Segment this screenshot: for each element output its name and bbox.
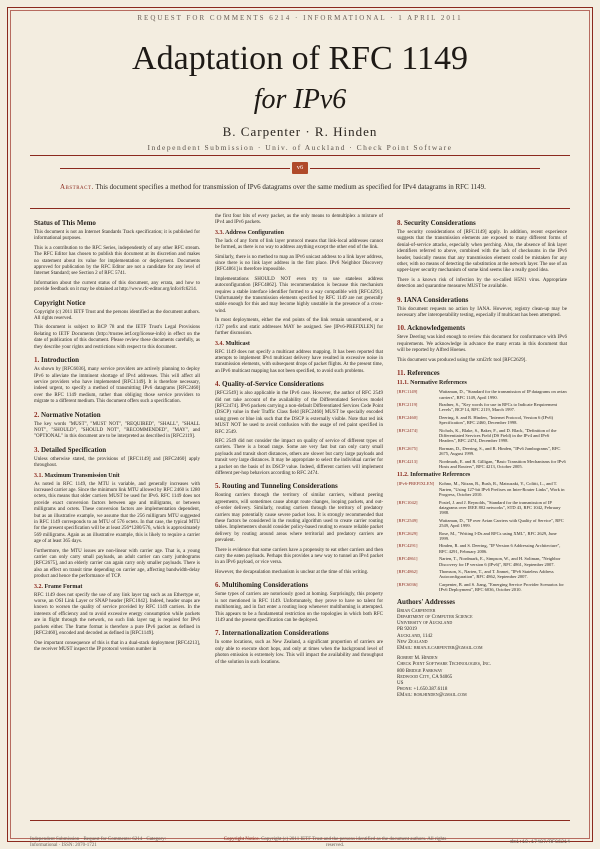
- section-number: 3.4.: [215, 340, 224, 347]
- address-line: Robert M. Hinden: [397, 656, 438, 662]
- email-link[interactable]: EMail: brian.e.carpenter@gmail.com: [397, 645, 483, 651]
- phone-line: Phone: +1.650.387.6118: [397, 687, 448, 693]
- section-title: Normative References: [410, 380, 467, 387]
- address-line: Redwood City, CA 94065: [397, 674, 453, 680]
- section-3-4-text: RFC 1149 does not specify a multicast address mapping. It has been reported that attempts to implement IPv4 multicast delivery have resulted in excessive noise in transmission elements, with subsequent drops of packet flights. At the present time, an IPv6 multicast mapping has not been specified, to avoid such problems.: [215, 349, 383, 374]
- copyright-p2: This document is subject to BCP 78 and the IETF Trust's Legal Provisions Relating to IETF Documents (http://trustee.ietf.org/license-info) in effect on the date of publication of this document. Please review these documents carefully, as they describe your rights and restrictions with respect to this document.: [34, 325, 200, 350]
- reference-key[interactable]: [RFC4213]: [397, 458, 418, 464]
- reference-key[interactable]: [RFC4291]: [397, 543, 418, 549]
- status-p3: Information about the current status of this document, any errata, and how to provide feedback on it may be obtained at http://www.rfc-editor.org/info/rfc6214.: [34, 280, 200, 293]
- section-10-p2: This document was produced using the xml2rfc tool [RFC2629].: [397, 357, 527, 363]
- section-number: 3.2.: [34, 583, 43, 590]
- reference-text: Hinden, R. and S. Deering, "IP Version 6 Addressing Architecture", RFC 4291, February 2006.: [439, 543, 561, 554]
- section-title: References: [407, 369, 440, 378]
- status-heading: Status of This Memo: [34, 219, 96, 227]
- reference-text: Thomson, S., Narten, T., and T. Jinmei, "IPv6 Stateless Address Autoconfiguration", RFC 4862, September 2007.: [439, 569, 554, 580]
- section-number: 7.: [215, 629, 221, 638]
- reference-item: [397, 402, 567, 413]
- badge-rule-left: [60, 168, 290, 169]
- section-number: 1.: [34, 356, 40, 365]
- reference-text: Bradner, S., "Key words for use in RFCs to Indicate Requirement Levels", BCP 14, RFC 2119, March 1997.: [439, 401, 558, 413]
- footer-left-line-1: Independent Submission · Request for Comments: 6214 · Category:: [30, 837, 167, 842]
- section-5-heading: [215, 482, 383, 490]
- reference-text: Kohno, M., Nitzan, B., Bush, R., Matsuzaki, Y., Colitti, L., and T. Narten, "Using 127-bit IPv6 Prefixes on Inter-Router Links", Work in Progress, October 2010.: [439, 481, 565, 498]
- reference-key[interactable]: [RFC1042]: [397, 499, 418, 505]
- reference-key[interactable]: [RFC1149]: [397, 389, 418, 395]
- address-hinden: [397, 656, 567, 699]
- section-title: Acknowledgements: [407, 324, 466, 333]
- reference-item: [397, 556, 567, 567]
- affiliations: Independent Submission · Univ. of Auckland · Check Point Software: [147, 143, 453, 152]
- section-6-heading: [215, 581, 383, 589]
- document-subtitle: for IPv6: [253, 84, 347, 115]
- section-3-heading: [34, 446, 200, 454]
- section-5-p1: Routing carriers through the territory of similar carriers, without peering agreements, will sometimes cause abrupt route changes, looping packets, and out-of-order delivery. Similarly, routing carriers through the territory of predatory carriers may potentially cause severe packet loss. It is strongly recommended that these factors be considered in the routing algorithm used to create carrier routing tables. Implementers should consider policy-based routing to ensure reliable packet delivery by routing around areas where territorial and predatory carriers are prevalent.: [215, 493, 383, 544]
- reference-item: [397, 428, 567, 444]
- reference-item: [397, 500, 567, 516]
- email-link[interactable]: EMail: bob.hinden@gmail.com: [397, 693, 467, 699]
- section-title: Internationalization Considerations: [222, 629, 329, 638]
- section-title: IANA Considerations: [404, 295, 469, 304]
- section-number: 3.1.: [34, 472, 43, 479]
- authors: B. Carpenter · R. Hinden: [222, 124, 378, 139]
- section-number: 10.: [397, 324, 406, 333]
- reference-key[interactable]: [RFC2460]: [397, 414, 418, 420]
- reference-key[interactable]: [RFC6036]: [397, 581, 418, 587]
- reference-key[interactable]: [RFC4862]: [397, 569, 418, 575]
- section-3-4-heading: [215, 341, 383, 348]
- address-line: US: [397, 680, 404, 686]
- footer-left-line-2: Informational · ISSN: 2070-1721: [30, 843, 97, 848]
- section-title: Quality-of-Service Considerations: [222, 380, 324, 389]
- section-8-p2: There is a known risk of infection by the so-called H5N1 virus. Appropriate detection and quarantine measures MUST be available.: [397, 277, 567, 290]
- section-5-p2: There is evidence that some carriers have a propensity to eat other carriers and then carry the eaten payloads. Perhaps this provides a new way to tunnel an IPv4 packet in an IPv6 payload, or vice versa.: [215, 547, 383, 566]
- section-7-heading: [215, 629, 383, 637]
- section-3-2-p1: RFC 1149 does not specify the use of any link layer tag such as an Ethertype or, worse, an OSI Link Layer or SNAP header [RFC1042]. Indeed, header snaps are known to worsen the quality of service provided by RFC 1149 carriers. In the interests of efficiency and to avoid excessive energy consumption while packets are in flight through the network, no such link layer tag is required for IPv6 packets either. The frame format is therefore a pure IPv6 packet as defined in [RFC2460], encoded and decoded as defined in [RFC1149].: [34, 592, 200, 637]
- reference-text: Waitzman, D., "IP over Avian Carriers with Quality of Service", RFC 2549, April 1999.: [439, 517, 564, 529]
- address-line: New Zealand: [397, 639, 428, 645]
- section-number: 11.1.: [397, 380, 409, 387]
- section-11-1-heading: [397, 380, 567, 387]
- address-line: University of Auckland: [397, 621, 453, 627]
- reference-key[interactable]: [RFC2675]: [397, 445, 418, 451]
- section-number: 5.: [215, 482, 221, 491]
- reference-item: [397, 459, 567, 470]
- section-3-1-p2: Furthermore, the MTU issues are non-linear with carrier age. That is, a young carrier can only carry small payloads, an adult carrier can carry jumbograms [RFC2675], and an elderly carrier can again carry only smaller payloads. There is also an effect on transit time depending on carrier age, affecting bandwidth-delay product and hence the performance of TCP.: [34, 548, 200, 580]
- section-9-heading: [397, 296, 567, 304]
- footer-rule: [30, 820, 570, 821]
- reference-key[interactable]: [RFC2119]: [397, 401, 418, 407]
- address-line: Check Point Software Technologies, Inc.: [397, 662, 491, 668]
- section-4-p1: [RFC2549] is also applicable in the IPv6 case. However, the author of RFC 2549 did not take account of the availability of the Differentiated Services model [RFC2474]. IPv6 packets carrying a non-default Differentiated Services Code Point (DSCP) value in their Traffic Class field [RFC2460] MUST be specially encoded using green or blue ink such that the DSCP is externally visible. Note that red ink MUST NOT be used to avoid confusion with the usage of red paint specified in RFC 2549.: [215, 391, 383, 435]
- section-number: 3.3.: [215, 229, 224, 236]
- reference-item: [397, 569, 567, 580]
- section-8-heading: [397, 219, 567, 227]
- authors-addresses-heading: Authors' Addresses: [397, 597, 456, 606]
- reference-text: Nichols, K., Blake, S., Baker, F., and D. Black, "Definition of the Differentiated Services Field (DS Field) in the IPv4 and IPv6 Headers", RFC 2474, December 1998.: [439, 427, 557, 444]
- footer-left: [30, 837, 180, 849]
- section-number: 8.: [397, 219, 403, 227]
- address-line: Brian Carpenter: [397, 608, 436, 614]
- section-3-2-heading: [34, 584, 200, 591]
- section-number: 2.: [34, 410, 40, 419]
- reference-item: [397, 518, 567, 529]
- column-2: [215, 214, 383, 669]
- section-number: 9.: [397, 295, 403, 304]
- section-title: Multihoming Considerations: [222, 581, 309, 590]
- section-3-1-heading: [34, 473, 200, 480]
- section-title: Security Considerations: [404, 219, 476, 227]
- section-1-heading: [34, 356, 200, 364]
- copyright-heading: Copyright Notice: [34, 298, 86, 307]
- reference-text: Nordmark, E. and R. Gilligan, "Basic Transition Mechanisms for IPv6 Hosts and Routers", RFC 4213, October 2005.: [439, 458, 566, 469]
- section-title: Multicast: [225, 340, 250, 347]
- reference-key[interactable]: [IPv6-PREFIXLEN]: [397, 481, 435, 487]
- reference-key[interactable]: [RFC2474]: [397, 427, 418, 433]
- title-rule: [30, 155, 570, 156]
- address-line: PB 92019: [397, 627, 417, 633]
- section-7-text: In some locations, such as New Zealand, a significant proportion of carriers are only able to execute short hops, and only at times when the background level of photon emission is extremely low. This will impact the availability and throughput of the solution in such locations.: [215, 640, 383, 665]
- address-line: Department of Computer Science: [397, 614, 473, 620]
- status-p1: This document is not an Internet Standards Track specification; it is published for informational purposes.: [34, 230, 200, 242]
- abstract-text: This document specifies a method for transmission of IPv6 datagrams over the same medium as specified for IPv4 datagrams in RFC 1149.: [95, 183, 486, 191]
- address-line: Auckland, 1142: [397, 633, 433, 639]
- section-9-text: This document requests no action by IANA. However, registry clean-up may be necessary after interoperability testing, especially if multicast has been attempted.: [397, 306, 567, 319]
- address-line: 800 Bridge Parkway: [397, 668, 443, 674]
- section-title: Frame Format: [44, 583, 83, 590]
- series-header: REQUEST FOR COMMENTS 6214 · INFORMATIONAL · 1 APRIL 2011: [137, 14, 463, 22]
- section-title: Introduction: [41, 356, 79, 365]
- informative-references: [397, 481, 567, 592]
- section-3-3-p1: The lack of any form of link layer protocol means that link-local addresses cannot be formed, as there is no way to address anything except the other end of the link.: [215, 238, 383, 251]
- reference-key[interactable]: [RFC4861]: [397, 556, 418, 562]
- abstract: [60, 183, 540, 193]
- reference-item: [397, 582, 567, 593]
- reference-text: Borman, D., Deering, S., and R. Hinden, "IPv6 Jumbograms", RFC 2675, August 1999.: [439, 445, 561, 457]
- doi-link[interactable]: doi:10.17487/RFC6214: [509, 839, 570, 845]
- abstract-rule: [30, 208, 570, 209]
- copyright-p1: Copyright (c) 2011 IETF Trust and the persons identified as the document authors. All rights reserved.: [34, 309, 200, 322]
- section-1-text: As shown by [RFC6036], many service providers are actively planning to deploy IPv6 to alleviate the imminent shortage of IPv4 addresses. This will affect all service providers who have implemented [RFC1149]. It is therefore necessary, indeed urgent, to specify a method of transmitting IPv6 datagrams [RFC2460] over the RFC 1149 medium, rather than obliging those service providers to migrate to a different medium. This document offers such a specification.: [34, 367, 200, 405]
- footer-copyright-label: Copyright Notice.: [223, 837, 260, 842]
- status-p2: This is a contribution to the RFC Series, independently of any other RFC stream. The RFC Editor has chosen to publish this document at its discretion and makes no statement about its value for implementation or deployment. Documents approved for publication by the RFC Editor are not a candidate for any level of Internet Standard; see Section 2 of RFC 5741.: [34, 245, 200, 277]
- footer-copyright-text: Copyright (c) 2011 IETF Trust and the persons identified as the document authors. All rights reserved.: [261, 837, 447, 848]
- reference-item: [397, 446, 567, 457]
- reference-text: Carpenter, B. and S. Jiang, "Emerging Service Provider Scenarios for IPv6 Deployment", RFC 6036, October 2010.: [439, 581, 564, 593]
- abstract-label: Abstract.: [60, 183, 94, 191]
- section-8-p1: The security considerations of [RFC1149] apply. In addition, recent experience suggests that the transmission elements are exposed to many different forms of denial-of-service attacks, especially when perching. Also, the absence of link layer identifiers referred to above, combined with the lack of checksums in the IPv6 header, basically means that any transmission element could be mistaken for any other, with no means of detecting the substitution at the network layer. The use of an upper-layer security mechanism of some kind seems like a really good idea.: [397, 230, 567, 274]
- footer-center: [220, 837, 450, 849]
- reference-text: Rose, M., "Writing I-Ds and RFCs using XML", RFC 2629, June 1999.: [439, 530, 557, 542]
- reference-item: [397, 543, 567, 554]
- reference-key[interactable]: [RFC2629]: [397, 530, 418, 536]
- reference-item: [397, 415, 567, 426]
- ipv6-badge: v6: [292, 162, 308, 174]
- address-carpenter: [397, 609, 567, 652]
- continued-text: the first four bits of every packet, as the only means to demultiplex a mixture of IPv4 and IPv6 packets.: [215, 214, 383, 226]
- section-3-text: Unless otherwise stated, the provisions of [RFC1149] and [RFC2460] apply throughout.: [34, 456, 200, 469]
- section-title: Detailed Specification: [41, 445, 107, 454]
- section-10-heading: [397, 324, 567, 332]
- section-number: 11.2.: [397, 472, 409, 479]
- section-4-heading: [215, 380, 383, 388]
- section-title: Maximum Transmission Unit: [44, 472, 120, 479]
- section-3-1-p1: As noted in RFC 1149, the MTU is variable, and generally increases with increased carrier age. Since the minimum link MTU allowed by RFC 2460 is 1280 octets, this means that older carriers MUST be used for IPv6. RFC 1149 does not provide exact conversion factors between age and milligrams, or between milligrams and octets. These conversion factors are implementation dependent, but as an illustrative example, we assume that the 256 milligram MTU suggested in RFC 1149 corresponds to an MTU of 576 octets. In that case, the typical MTU for the present specification will be at least 256*1280/576, which is approximately 569 milligrams. Again as an illustrative example, this is likely to require a carrier age of at least 365 days.: [34, 481, 200, 545]
- column-3: [397, 214, 567, 700]
- reference-item: [397, 481, 567, 497]
- section-3-3-p4: In most deployments, either the end points of the link remain unnumbered, or a /127 prefix and static addresses MAY be assigned. See [IPv6-PREFIXLEN] for further discussion.: [215, 318, 383, 337]
- section-number: 4.: [215, 380, 221, 389]
- section-11-2-heading: [397, 472, 567, 479]
- reference-text: Postel, J. and J. Reynolds, "Standard for the transmission of IP datagrams over IEEE 802 networks", STD 43, RFC 1042, February 1988.: [439, 499, 561, 516]
- reference-text: Waitzman, D., "Standard for the transmission of IP datagrams on avian carriers", RFC 1149, April 1990.: [439, 389, 567, 400]
- section-title: Informative References: [410, 472, 471, 479]
- section-3-3-p2: Similarly, there is no method to map an IPv6 unicast address to a link layer address, since there is no link layer address in the first place. IPv6 Neighbor Discovery [RFC4861] is therefore impossible.: [215, 254, 383, 273]
- reference-item: [397, 531, 567, 542]
- section-5-p3: However, the decapsulation mechanism is unclear at the time of this writing.: [215, 569, 369, 575]
- section-number: 11.: [397, 369, 406, 378]
- section-3-3-p3: Implementations SHOULD NOT even try to use stateless address autoconfiguration [RFC4862]. This recommendation is because this mechanism requires a stable interface identifier formed to a way compatible with [RFC4291]. Unfortunately the transmission elements specified by RFC 1149 are not generally stable enough for this and may become highly unstable in the presence of a cross-wind.: [215, 276, 383, 314]
- reference-text: Narten, T., Nordmark, E., Simpson, W., and H. Soliman, "Neighbor Discovery for IP version 6 (IPv6)", RFC 4861, September 2007.: [439, 556, 561, 567]
- section-title: Routing and Tunneling Considerations: [222, 482, 338, 491]
- section-2-heading: [34, 411, 200, 419]
- section-10-p1: Steve Deering was kind enough to review this document for conformance with IPv6 requirements. We acknowledge in advance the many errata in this document that will be reported by Alfred Hoenes.: [397, 335, 567, 354]
- section-number: 3.: [34, 445, 40, 454]
- section-4-p2: RFC 2549 did not consider the impact on quality of service of different types of carriers. There is a broad range. Some are very fast but can only carry small payloads and transit short distances, others are slower but carry large payloads and transit very large distances. It may be appropriate to select the individual carrier for a packet on the basis of its DSCP value. Indeed, different carriers will implement different per-hop behaviors according to RFC 2474.: [215, 438, 383, 476]
- section-11-heading: [397, 369, 567, 377]
- section-2-text: The key words "MUST", "MUST NOT", "REQUIRED", "SHALL", "SHALL NOT", "SHOULD", "SHOULD NOT", "RECOMMENDED", "MAY", and "OPTIONAL" in this document are to be interpreted as described in [RFC2119].: [34, 421, 200, 440]
- normative-references: [397, 389, 567, 469]
- document-title: Adaptation of RFC 1149: [132, 40, 468, 77]
- reference-item: [397, 389, 567, 400]
- section-title: Normative Notation: [41, 410, 101, 419]
- section-6-text: Some types of carriers are notoriously good at homing. Surprisingly, this property is not mentioned in RFC 1149. Unfortunately, they prove to have no talent for multihoming, and in fact enter a routing loop whenever multihoming is attempted. This appears to be a fundamental restriction on the topologies in which both RFC 1149 and the present specification can be deployed.: [215, 592, 383, 623]
- section-number: 6.: [215, 581, 221, 590]
- section-3-2-p2: One important consequence of this is that in a dual-stack deployment [RFC4213], the receiver MUST inspect the IP protocol version number in: [34, 640, 200, 652]
- badge-rule-right: [310, 168, 540, 169]
- section-title: Address Configuration: [225, 229, 284, 236]
- reference-key[interactable]: [RFC2549]: [397, 517, 418, 523]
- section-3-3-heading: [215, 230, 383, 237]
- reference-text: Deering, S. and R. Hinden, "Internet Protocol, Version 6 (IPv6) Specification", RFC 2460, December 1998.: [439, 414, 553, 426]
- column-1: [34, 214, 200, 656]
